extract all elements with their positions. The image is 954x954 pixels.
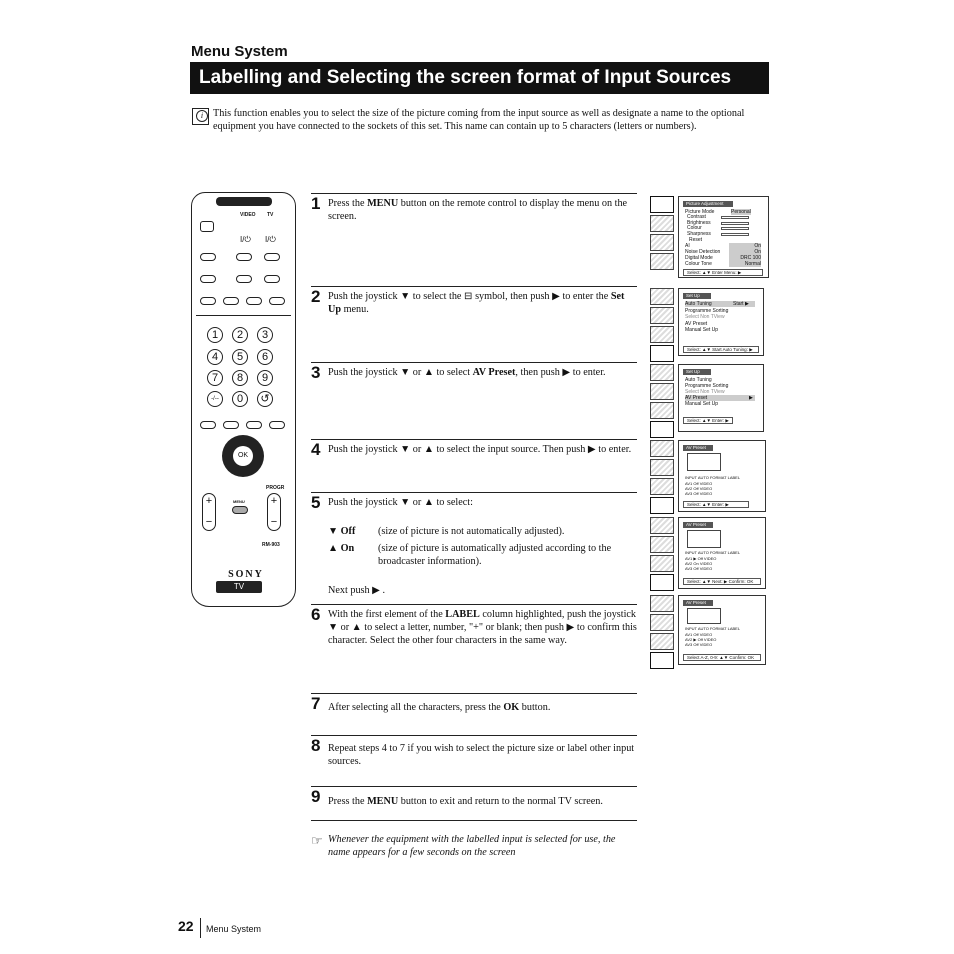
- volume-down: −: [205, 516, 213, 528]
- menu-line: Select Non TView: [685, 314, 725, 320]
- table-row: AV2 ▶ Off VIDEO: [685, 637, 717, 642]
- digit-button-1: 1: [207, 327, 223, 343]
- screen-title: AV Preset: [683, 522, 713, 528]
- hand-pointer-icon: ☞: [311, 833, 323, 848]
- tv-power-button: I/⏻: [265, 235, 276, 244]
- gauge: [721, 233, 749, 236]
- menu-line: Contrast: [687, 214, 706, 220]
- screen-footer: Select: ▲▼ Next: ▶ Confirm: OK: [683, 578, 761, 585]
- mute-icon: [200, 221, 214, 232]
- menu-screen: [678, 440, 766, 512]
- menu-icon: [650, 402, 674, 419]
- remote-button: [200, 297, 216, 305]
- menu-icon: [650, 253, 674, 270]
- menu-screen: [678, 288, 764, 356]
- remote-button: [200, 275, 216, 283]
- step-6: [311, 604, 637, 691]
- footer-divider: [200, 918, 201, 938]
- table-row: AV3 Off VIDEO: [685, 491, 713, 496]
- digit-button-7: 7: [207, 370, 223, 386]
- tv-label: TV: [267, 212, 274, 218]
- step-number: 4: [311, 440, 321, 459]
- divider: [196, 315, 291, 316]
- menu-icon: [650, 307, 674, 324]
- step-number: 9: [311, 787, 321, 806]
- picture-menu-icon: [650, 196, 674, 213]
- next-instruction: Next push ▶ .: [328, 585, 386, 596]
- menu-icon: [650, 288, 674, 305]
- screen-av-preset-2: [650, 517, 770, 589]
- screen-av-preset-3: [650, 595, 770, 667]
- step-5: [311, 492, 637, 603]
- step-number: 2: [311, 287, 321, 306]
- step-text: Push the joystick ▼ or ▲ to select AV Preset, then push ▶ to enter.: [328, 367, 606, 378]
- menu-icon: [650, 364, 674, 381]
- step-number: 7: [311, 694, 321, 713]
- gauge: [721, 227, 749, 230]
- remote-button: [264, 275, 280, 283]
- menu-screen: [678, 196, 769, 278]
- remote-button: [200, 253, 216, 261]
- menu-line: AI: [685, 243, 690, 249]
- remote-button: [269, 421, 285, 429]
- table-row: AV1 Off VIDEO: [685, 481, 713, 486]
- screen-footer: Select: ▲▼ Enter: ▶: [683, 501, 749, 508]
- menu-line: AV Preset: [685, 321, 708, 327]
- double-digit-button: -/--: [207, 391, 223, 407]
- menu-line: Select Non TView: [685, 389, 725, 395]
- menu-screen: [678, 517, 766, 589]
- page-title: Labelling and Selecting the screen format of Input Sources: [190, 62, 769, 94]
- remote-button: [246, 297, 262, 305]
- video-power-button: I/⏻: [240, 235, 251, 244]
- menu-line: Picture Mode: [685, 209, 715, 215]
- step-8: [311, 735, 637, 786]
- progr-label: PROGR: [266, 485, 285, 491]
- menu-line: Manual Set Up: [685, 401, 719, 407]
- screen-footer: Select: ▲▼ Enter: ▶: [683, 417, 733, 424]
- menu-icon: [650, 536, 674, 553]
- screen-title: AV Preset: [683, 600, 713, 606]
- screen-title: Set Up: [683, 293, 711, 299]
- screen-av-preset-1: [650, 440, 770, 512]
- setup-menu-icon: [650, 574, 674, 591]
- page-number: 22: [178, 918, 194, 934]
- step-7: [311, 693, 637, 734]
- menu-icon: [650, 555, 674, 572]
- menu-line: Auto Tuning: [685, 377, 712, 383]
- remote-button: [236, 253, 252, 261]
- menu-icon: [650, 478, 674, 495]
- screen-title: Set Up: [683, 369, 711, 375]
- ok-button: OK: [233, 446, 253, 466]
- screen-title: AV Preset: [683, 445, 713, 451]
- remote-button: [200, 421, 216, 429]
- ir-window: [216, 197, 272, 206]
- menu-line: Reset: [689, 237, 703, 243]
- digit-button-4: 4: [207, 349, 223, 365]
- jump-button: ↺: [257, 391, 273, 407]
- digit-button-2: 2: [232, 327, 248, 343]
- video-label: VIDEO: [240, 212, 256, 218]
- digit-button-0: 0: [232, 391, 248, 407]
- program-up: +: [270, 495, 278, 507]
- menu-icon: [650, 215, 674, 232]
- remote-control-illustration: [191, 192, 296, 607]
- model-label: RM-903: [262, 542, 280, 548]
- note-text: Whenever the equipment with the labelled input is selected for use, the name appears for a few seconds on the screen: [328, 834, 616, 858]
- menu-line: Colour: [687, 225, 702, 231]
- menu-icon: [650, 633, 674, 650]
- menu-label: MENU: [233, 499, 245, 504]
- step-number: 3: [311, 363, 321, 382]
- menu-value: Normal: [729, 261, 761, 267]
- menu-value: On: [729, 243, 761, 249]
- step-number: 5: [311, 493, 321, 512]
- option-off-label: ▼ Off: [328, 526, 356, 537]
- step-1: [311, 193, 637, 284]
- option-off-desc: (size of picture is not automatically adjusted).: [378, 526, 565, 537]
- program-rocker: [267, 493, 281, 531]
- table-row: AV2 On VIDEO: [685, 561, 713, 566]
- remote-button: [236, 275, 252, 283]
- menu-value: DRC 100: [729, 255, 761, 261]
- volume-up: +: [205, 495, 213, 507]
- menu-icon: [650, 459, 674, 476]
- info-icon: i: [192, 108, 209, 125]
- table-row: AV2 Off VIDEO: [685, 486, 713, 491]
- gauge: [721, 222, 749, 225]
- intro-text: This function enables you to select the size of the picture coming from the input source as well as designate a name to the optional equipment you have connected to the sockets of this set. This name can contain up to 5 characters (letters or numbers).: [213, 108, 745, 132]
- screen-set-up-av-preset: [650, 364, 770, 434]
- remote-button: [269, 297, 285, 305]
- step-number: 6: [311, 605, 321, 624]
- menu-line: Digital Mode: [685, 255, 713, 261]
- brand-logo: SONY: [228, 569, 264, 580]
- joystick: [222, 435, 264, 477]
- tv-badge: TV: [216, 581, 262, 593]
- footer-section: Menu System: [206, 924, 262, 934]
- menu-value: Start ▶: [733, 301, 749, 307]
- menu-value: On: [729, 249, 761, 255]
- screen-set-up: [650, 288, 770, 358]
- step-text: After selecting all the characters, press the OK button.: [328, 702, 551, 713]
- menu-icon: [650, 517, 674, 534]
- menu-line: Programme Sorting: [685, 383, 729, 389]
- menu-line: Colour Tone: [685, 261, 712, 267]
- screen-picture-adjustment: [650, 196, 770, 278]
- menu-line: Auto Tuning: [685, 301, 755, 307]
- step-3: [311, 362, 637, 438]
- menu-icon: [650, 595, 674, 612]
- menu-icon: [650, 326, 674, 343]
- volume-rocker: [202, 493, 216, 531]
- digit-button-9: 9: [257, 370, 273, 386]
- menu-line: AV Preset: [685, 395, 755, 401]
- setup-menu-icon: [650, 497, 674, 514]
- column-headers: INPUT AUTO FORMAT LABEL: [685, 550, 741, 555]
- screen-title: Picture Adjustment: [683, 201, 733, 207]
- digit-button-6: 6: [257, 349, 273, 365]
- setup-menu-icon: [650, 345, 674, 362]
- table-row: AV1 ▶ Off VIDEO: [685, 556, 717, 561]
- step-text: Press the MENU button to exit and return to the normal TV screen.: [328, 796, 603, 807]
- step-text: Push the joystick ▼ or ▲ to select:: [328, 497, 473, 508]
- menu-icon: [650, 234, 674, 251]
- menu-value: Personal: [731, 209, 751, 215]
- menu-icon: [650, 383, 674, 400]
- program-down: −: [270, 516, 278, 528]
- step-text: Repeat steps 4 to 7 if you wish to select the picture size or label other input sources.: [328, 743, 635, 767]
- option-on-label: ▲ On: [328, 543, 355, 554]
- table-row: AV1 Off VIDEO: [685, 632, 713, 637]
- step-text: Push the joystick ▼ to select the ⊟ symbol, then push ▶ to enter the Set Up menu.: [328, 291, 625, 315]
- gauge: [721, 216, 749, 219]
- menu-screen: [678, 364, 764, 432]
- menu-icon: [650, 614, 674, 631]
- remote-button: [246, 421, 262, 429]
- menu-line: Brightness: [687, 220, 711, 226]
- preview-box: [687, 453, 721, 471]
- menu-line: Manual Set Up: [685, 327, 719, 333]
- menu-value: ▶: [749, 395, 753, 401]
- column-headers: INPUT AUTO FORMAT LABEL: [685, 626, 741, 631]
- screen-footer: Select: ▲▼ Enter Menu: ▶: [683, 269, 763, 276]
- step-number: 8: [311, 736, 321, 755]
- setup-menu-icon: [650, 652, 674, 669]
- setup-symbol-icon: ⊟: [464, 291, 473, 302]
- setup-menu-icon: [650, 421, 674, 438]
- step-4: [311, 439, 637, 490]
- remote-button: [264, 253, 280, 261]
- preview-box: [687, 608, 721, 624]
- step-text: Press the MENU button on the remote control to display the menu on the screen.: [328, 198, 628, 222]
- preview-box: [687, 530, 721, 548]
- menu-screen: [678, 595, 766, 665]
- menu-line: Noise Detection: [685, 249, 721, 255]
- step-text: With the first element of the LABEL column highlighted, push the joystick ▼ or ▲ to select a letter, number, "+" or blank; then push ▶ to confirm this character. Select the other four characters in the same way.: [328, 609, 637, 646]
- digit-button-8: 8: [232, 370, 248, 386]
- step-9: [311, 786, 637, 821]
- digit-button-5: 5: [232, 349, 248, 365]
- section-heading: Menu System: [191, 43, 288, 60]
- screen-footer: Select: ▲▼ Start Auto Tuning: ▶: [683, 346, 759, 353]
- table-row: AV3 Off VIDEO: [685, 642, 713, 647]
- digit-button-3: 3: [257, 327, 273, 343]
- menu-line: Sharpness: [687, 231, 711, 237]
- step-number: 1: [311, 194, 321, 213]
- step-2: [311, 286, 637, 359]
- table-row: AV3 Off VIDEO: [685, 566, 713, 571]
- remote-button: [223, 421, 239, 429]
- menu-line: Programme Sorting: [685, 308, 729, 314]
- screen-footer: Select A-Z, 0-9: ▲▼ Confirm: OK: [683, 654, 761, 661]
- remote-button: [223, 297, 239, 305]
- column-headers: INPUT AUTO FORMAT LABEL: [685, 475, 741, 480]
- step-text: Push the joystick ▼ or ▲ to select the input source. Then push ▶ to enter.: [328, 444, 632, 455]
- menu-button: [232, 506, 248, 514]
- option-on-desc: (size of picture is automatically adjusted according to the broadcaster information).: [378, 543, 612, 567]
- menu-icon: [650, 440, 674, 457]
